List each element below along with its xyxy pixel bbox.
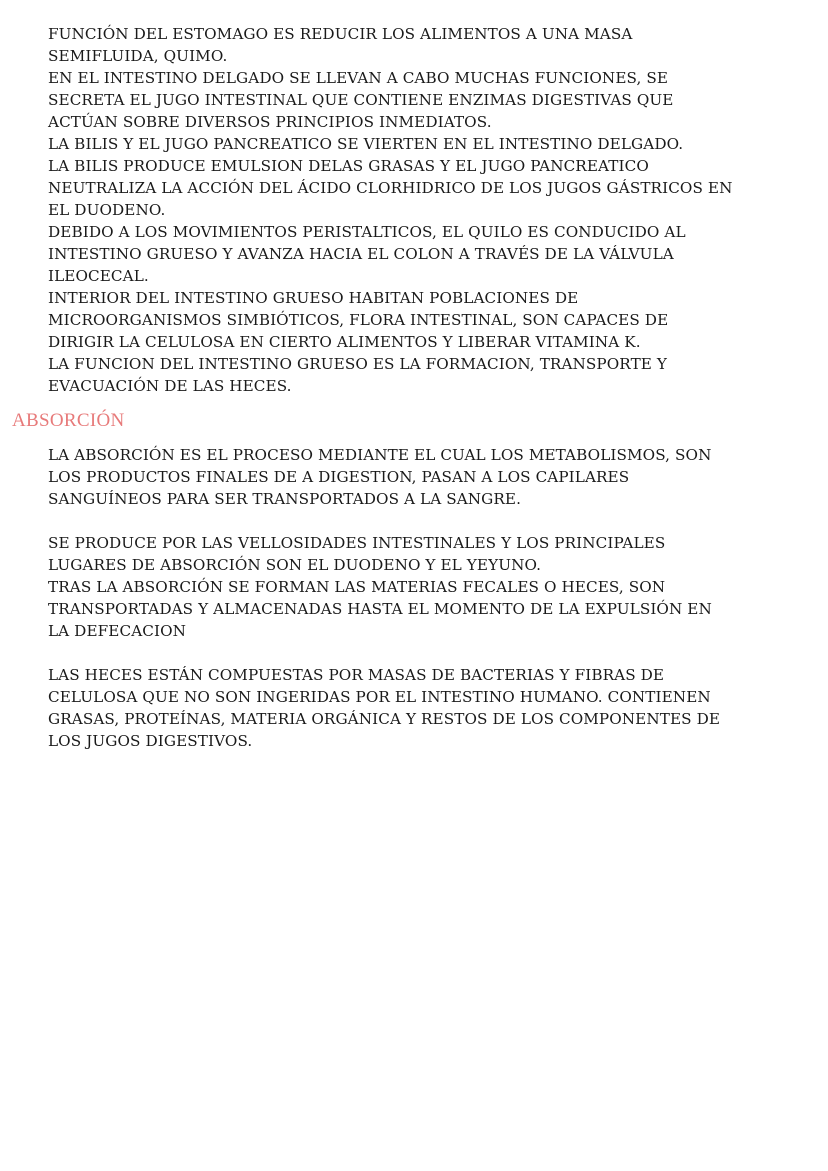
intro-paragraph: FUNCIÓN DEL ESTOMAGO ES REDUCIR LOS ALIMENTOS A UNA MASA SEMIFLUIDA, QUIMO. EN EL INTESTINO DELGADO SE LLEVAN A CABO MUCHAS FUNCIONES, SE SECRETA EL JUGO INTESTINAL QUE CONTIENE ENZIMAS DIGESTIVAS QUE ACTÚAN SOBRE DIVERSOS PRINCIPIOS INMEDIATOS. LA BILIS Y EL JUGO PANCREATICO SE VIERTEN EN EL INTESTINO DELGADO. LA BILIS PRODUCE EMULSION DELAS GRASAS Y EL JUGO PANCREATICO NEUTRALIZA LA ACCIÓN DEL ÁCIDO CLORHIDRICO DE LOS JUGOS GÁSTRICOS EN EL DUODENO. DEBIDO A LOS MOVIMIENTOS PERISTALTICOS, EL QUILO ES CONDUCIDO AL INTESTINO GRUESO Y AVANZA HACIA EL COLON A TRAVÉS DE LA VÁLVULA ILEOCECAL. INTERIOR DEL INTESTINO GRUESO HABITAN POBLACIONES DE MICROORGANISMOS SIMBIÓTICOS, FLORA INTESTINAL, SON CAPACES DE DIRIGIR LA CELULOSA EN CIERTO ALIMENTOS Y LIBERAR VITAMINA K. LA FUNCION DEL INTESTINO GRUESO ES LA FORMACION, TRANSPORTE Y EVACUACIÓN DE LAS HECES.: [48, 25, 733, 395]
absorption-paragraph-2: SE PRODUCE POR LAS VELLOSIDADES INTESTINALES Y LOS PRINCIPALES LUGARES DE ABSORCIÓN SON EL DUODENO Y EL YEYUNO. TRAS LA ABSORCIÓN SE FORMAN LAS MATERIAS FECALES O HECES, SON TRANSPORTADAS Y ALMACENADAS HASTA EL MOMENTO DE LA EXPULSIÓN EN LA DEFECACION: [48, 534, 712, 640]
absorption-paragraph-1: LA ABSORCIÓN ES EL PROCESO MEDIANTE EL CUAL LOS METABOLISMOS, SON LOS PRODUCTOS FINALES DE A DIGESTION, PASAN A LOS CAPILARES SANGUÍNEOS PARA SER TRANSPORTADOS A LA SANGRE.: [48, 446, 712, 508]
section-heading-absorcion: ABSORCIÓN: [12, 410, 125, 431]
absorption-paragraph-3: LAS HECES ESTÁN COMPUESTAS POR MASAS DE BACTERIAS Y FIBRAS DE CELULOSA QUE NO SON INGERIDAS POR EL INTESTINO HUMANO. CONTIENEN GRASAS, PROTEÍNAS, MATERIA ORGÁNICA Y RESTOS DE LOS COMPONENTES DE LOS JUGOS DIGESTIVOS.: [48, 666, 721, 750]
